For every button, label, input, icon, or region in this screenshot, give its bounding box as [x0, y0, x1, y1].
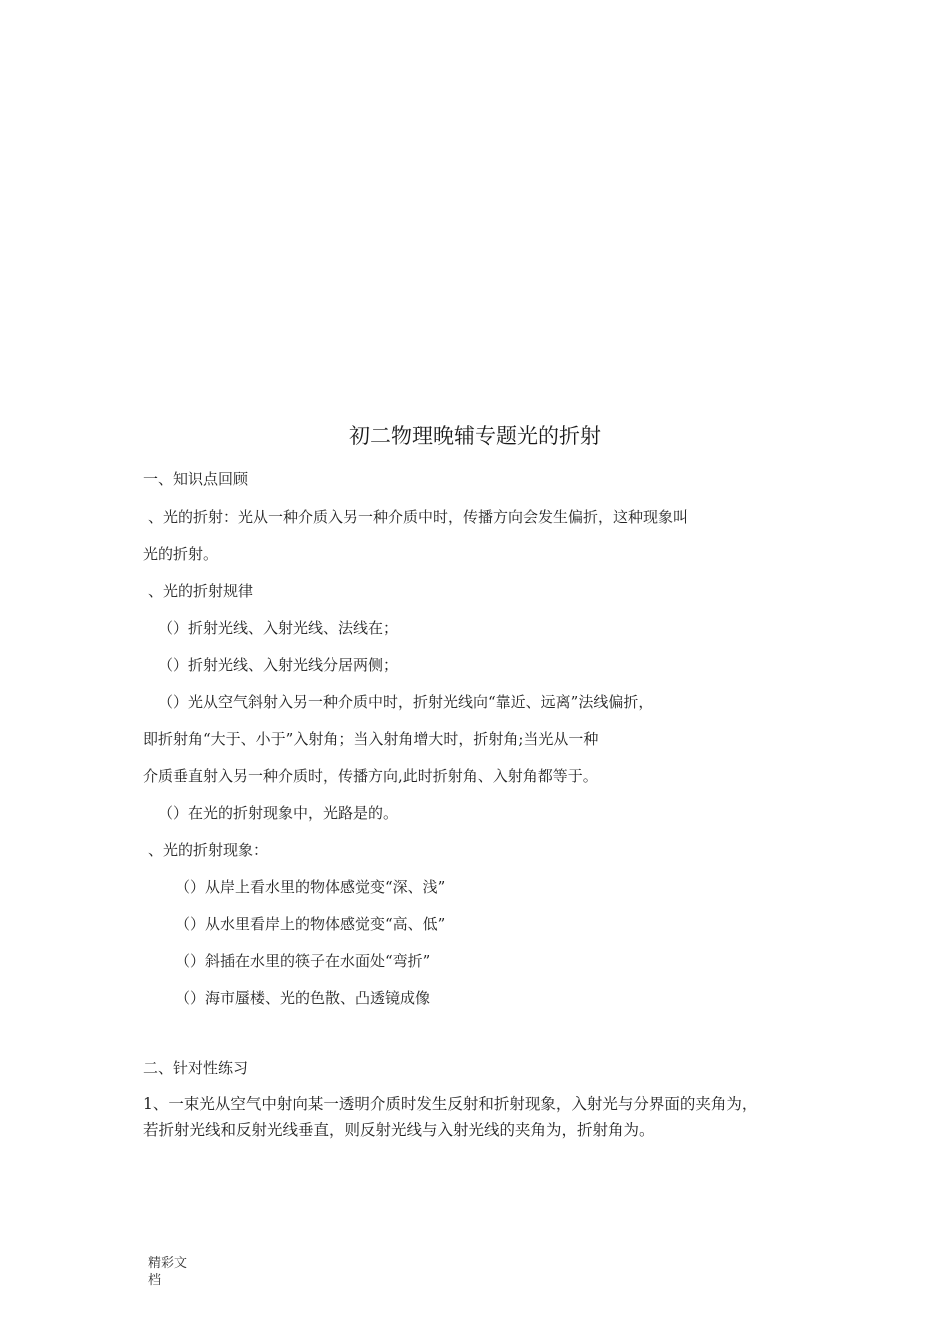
- footer-line-2: 档: [148, 1273, 162, 1288]
- law-item-1: （）折射光线、入射光线、法线在；: [158, 619, 399, 637]
- question-1-line2: 若折射光线和反射光线垂直，则反射光线与入射光线的夹角为，折射角为。: [143, 1121, 655, 1139]
- refraction-phenomena-heading: 、光的折射现象：: [148, 841, 269, 859]
- refraction-definition-line1: 、光的折射：光从一种介质入另一种介质中时，传播方向会发生偏折，这种现象叫: [148, 508, 689, 526]
- refraction-laws-heading: 、光的折射规律: [148, 582, 254, 600]
- section-heading-review: 一、知识点回顾: [143, 470, 249, 488]
- phenomenon-item-3: （）斜插在水里的筷子在水面处“弯折”: [175, 952, 431, 970]
- phenomenon-item-4: （）海市蜃楼、光的色散、凸透镜成像: [175, 989, 431, 1007]
- footer-note: [148, 1255, 187, 1289]
- question-1-line1: 1、一束光从空气中射向某一透明介质时发生反射和折射现象，入射光与分界面的夹角为，: [143, 1095, 758, 1113]
- law-item-3-line2: 即折射角“大于、小于”入射角；当入射角增大时，折射角;当光从一种: [143, 730, 599, 748]
- page-title: 初二物理晚辅专题光的折射: [349, 424, 601, 448]
- refraction-definition-line2: 光的折射。: [143, 545, 219, 563]
- footer-line-1: 精彩文: [148, 1256, 188, 1271]
- law-item-3-line3: 介质垂直射入另一种介质时，传播方向,此时折射角、入射角都等于。: [143, 767, 598, 785]
- law-item-2: （）折射光线、入射光线分居两侧；: [158, 656, 399, 674]
- phenomenon-item-1: （）从岸上看水里的物体感觉变“深、浅”: [175, 878, 446, 896]
- law-item-3-line1: （）光从空气斜射入另一种介质中时，折射光线向“靠近、远离”法线偏折，: [158, 693, 654, 711]
- phenomenon-item-2: （）从水里看岸上的物体感觉变“高、低”: [175, 915, 446, 933]
- section-heading-practice: 二、针对性练习: [143, 1059, 249, 1077]
- law-item-4: （）在光的折射现象中，光路是的。: [158, 804, 399, 822]
